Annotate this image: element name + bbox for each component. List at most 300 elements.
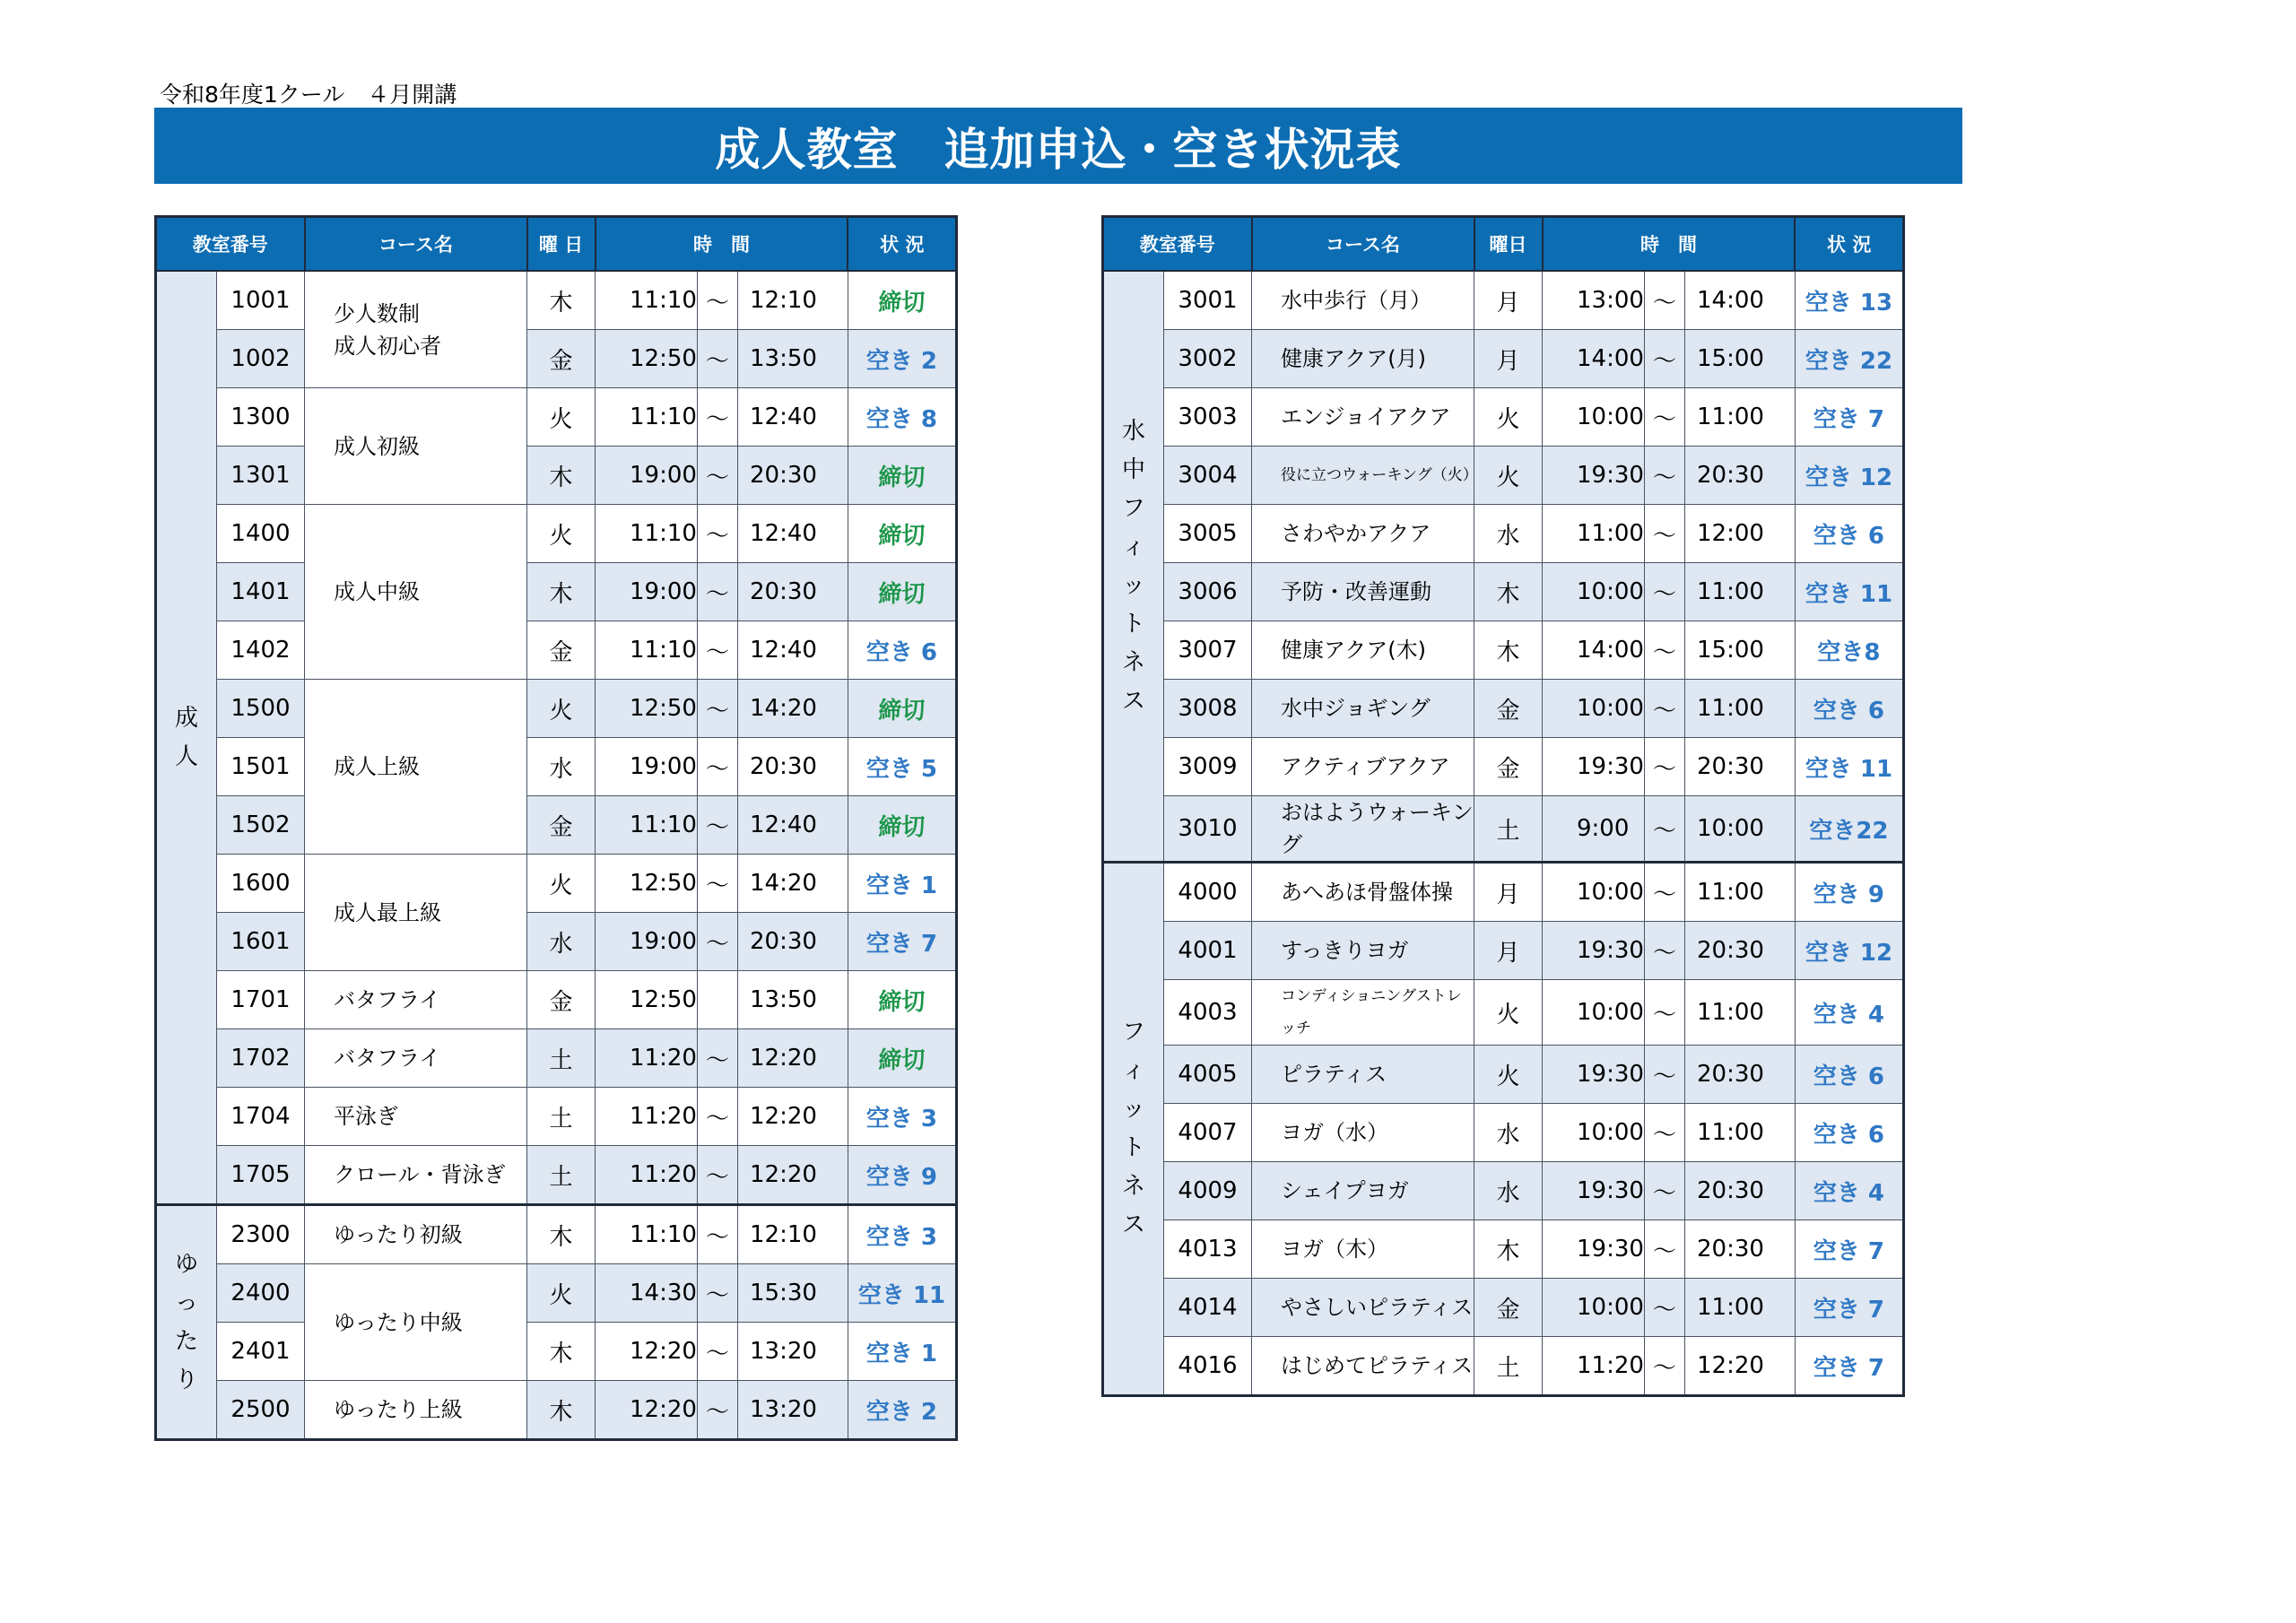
end-time: 11:00 [1684,980,1795,1046]
status-badge: 空き 9 [848,1146,956,1205]
status-badge: 空き 3 [848,1088,956,1146]
start-time: 19:30 [1543,1220,1645,1279]
course-name: 少人数制 成人初心者 [305,271,527,388]
end-time: 13:20 [737,1381,848,1440]
course-name: シェイプヨガ [1252,1162,1474,1220]
day-of-week: 木 [1474,563,1543,621]
time-separator: ～ [1644,1279,1684,1337]
start-time: 11:10 [596,388,698,447]
category-cell [1103,271,1164,863]
day-of-week: 土 [527,1088,596,1146]
day-of-week: 木 [527,1205,596,1264]
end-time: 11:00 [1684,680,1795,738]
day-of-week: 木 [527,1381,596,1440]
time-separator: ～ [1644,738,1684,796]
col-header-day: 曜 日 [527,217,596,272]
class-number: 3006 [1164,563,1252,621]
time-separator: ～ [697,388,737,447]
start-time: 14:00 [1543,330,1645,388]
day-of-week: 木 [1474,621,1543,680]
start-time: 11:20 [596,1146,698,1205]
end-time: 12:20 [737,1088,848,1146]
start-time: 10:00 [1543,1279,1645,1337]
category-label: フ ィ ッ ト ネ ス [1121,1019,1145,1238]
table-row [1103,447,1904,505]
start-time: 11:10 [596,505,698,563]
end-time: 13:50 [737,971,848,1029]
status-badge: 締切 [848,971,956,1029]
day-of-week: 木 [1474,1220,1543,1279]
table-row [156,796,957,855]
time-separator: ～ [697,447,737,505]
table-row [156,738,957,796]
table-header-row [156,217,957,272]
status-badge: 空き 22 [1795,330,1903,388]
day-of-week: 土 [1474,796,1543,863]
status-badge: 空き 7 [1795,388,1903,447]
class-number: 4013 [1164,1220,1252,1279]
day-of-week: 水 [1474,1162,1543,1220]
class-number: 1400 [217,505,305,563]
start-time: 10:00 [1543,388,1645,447]
course-name: ゆったり中級 [305,1264,527,1381]
status-badge: 空き 6 [1795,505,1903,563]
end-time: 12:20 [1684,1337,1795,1396]
category-label: 成 人 [174,704,198,770]
time-separator: ～ [1644,388,1684,447]
end-time: 20:30 [737,913,848,971]
day-of-week: 水 [1474,505,1543,563]
end-time: 12:00 [1684,505,1795,563]
course-name: エンジョイアクア [1252,388,1474,447]
start-time: 11:20 [596,1029,698,1088]
start-time: 10:00 [1543,980,1645,1046]
course-name: 健康アクア(木) [1252,621,1474,680]
start-time: 12:50 [596,330,698,388]
category-cell [1103,863,1164,1396]
time-separator: ～ [1644,1046,1684,1104]
start-time: 12:20 [596,1323,698,1381]
course-name: ゆったり上級 [305,1381,527,1440]
end-time: 20:30 [1684,738,1795,796]
end-time: 20:30 [1684,447,1795,505]
class-number: 1702 [217,1029,305,1088]
course-name: コンディショニングストレッチ [1252,980,1474,1046]
class-number: 2400 [217,1264,305,1323]
start-time: 11:20 [596,1088,698,1146]
status-badge: 空き 9 [1795,863,1903,922]
start-time: 19:00 [596,913,698,971]
start-time: 12:50 [596,855,698,913]
end-time: 20:30 [1684,1220,1795,1279]
table-row [1103,980,1904,1046]
col-header-time: 時 間 [596,217,848,272]
category-cell [156,1205,217,1440]
time-separator: ～ [1644,505,1684,563]
end-time: 12:40 [737,388,848,447]
time-separator [697,971,737,1029]
course-name: ヨガ（木） [1252,1220,1474,1279]
table-row [1103,505,1904,563]
course-name: 成人上級 [305,680,527,855]
status-badge: 空き 8 [848,388,956,447]
start-time: 11:10 [596,271,698,330]
course-name: 予防・改善運動 [1252,563,1474,621]
status-badge: 締切 [848,796,956,855]
end-time: 15:00 [1684,621,1795,680]
day-of-week: 火 [527,1264,596,1323]
start-time: 12:50 [596,971,698,1029]
course-name: 成人中級 [305,505,527,680]
table-row [1103,1337,1904,1396]
time-separator: ～ [697,330,737,388]
class-number: 1500 [217,680,305,738]
table-header-row [1103,217,1904,272]
course-name: アクティブアクア [1252,738,1474,796]
day-of-week: 火 [527,680,596,738]
time-separator: ～ [697,796,737,855]
table-row [1103,271,1904,330]
course-name: はじめてピラティス [1252,1337,1474,1396]
status-badge: 空き 7 [848,913,956,971]
start-time: 10:00 [1543,563,1645,621]
course-name: バタフライ [305,971,527,1029]
course-name: ピラティス [1252,1046,1474,1104]
table-row [1103,621,1904,680]
class-number: 3007 [1164,621,1252,680]
table-row [1103,796,1904,863]
time-separator: ～ [1644,330,1684,388]
day-of-week: 月 [1474,271,1543,330]
course-name: さわやかアクア [1252,505,1474,563]
start-time: 12:50 [596,680,698,738]
time-separator: ～ [1644,796,1684,863]
col-header-status: 状 況 [1795,217,1903,272]
course-name: あへあほ骨盤体操 [1252,863,1474,922]
status-badge: 空き 1 [848,855,956,913]
time-separator: ～ [1644,1104,1684,1162]
day-of-week: 火 [527,505,596,563]
table-row [156,330,957,388]
table-row [1103,1104,1904,1162]
day-of-week: 金 [527,330,596,388]
status-badge: 空き 11 [848,1264,956,1323]
course-name: 水中歩行（月） [1252,271,1474,330]
day-of-week: 水 [1474,1104,1543,1162]
course-name: おはようウォーキング [1252,796,1474,863]
end-time: 12:20 [737,1029,848,1088]
course-name: ヨガ（水） [1252,1104,1474,1162]
table-row [1103,330,1904,388]
class-number: 3009 [1164,738,1252,796]
end-time: 12:10 [737,271,848,330]
day-of-week: 金 [527,971,596,1029]
table-row [156,447,957,505]
table-row [156,505,957,563]
table-row [156,563,957,621]
end-time: 11:00 [1684,563,1795,621]
start-time: 19:00 [596,563,698,621]
time-separator: ～ [1644,621,1684,680]
start-time: 11:10 [596,621,698,680]
day-of-week: 火 [1474,980,1543,1046]
time-separator: ～ [1644,680,1684,738]
time-separator: ～ [1644,1220,1684,1279]
start-time: 19:00 [596,738,698,796]
start-time: 10:00 [1543,1104,1645,1162]
time-separator: ～ [1644,1162,1684,1220]
time-separator: ～ [1644,563,1684,621]
course-name: やさしいピラティス [1252,1279,1474,1337]
end-time: 12:40 [737,796,848,855]
time-separator: ～ [697,1146,737,1205]
class-number: 3004 [1164,447,1252,505]
day-of-week: 金 [527,621,596,680]
table-row [1103,738,1904,796]
status-badge: 空き 6 [848,621,956,680]
day-of-week: 金 [527,796,596,855]
start-time: 19:30 [1543,1046,1645,1104]
status-badge: 空き 12 [1795,447,1903,505]
end-time: 15:00 [1684,330,1795,388]
table-row [156,855,957,913]
table-row [1103,563,1904,621]
table-row [1103,1162,1904,1220]
page-title-banner [154,108,1962,184]
time-separator: ～ [697,505,737,563]
course-name: バタフライ [305,1029,527,1088]
table-row [1103,680,1904,738]
status-badge: 締切 [848,563,956,621]
status-badge: 空き 13 [1795,271,1903,330]
class-number: 4005 [1164,1046,1252,1104]
start-time: 11:10 [596,796,698,855]
table-row [1103,1046,1904,1104]
category-cell [156,271,217,1205]
status-badge: 空き 7 [1795,1220,1903,1279]
status-badge: 空き 1 [848,1323,956,1381]
class-number: 4014 [1164,1279,1252,1337]
fitness-class-table [1101,215,1905,1397]
table-row [1103,1279,1904,1337]
time-separator: ～ [697,738,737,796]
day-of-week: 土 [527,1029,596,1088]
end-time: 15:30 [737,1264,848,1323]
day-of-week: 金 [1474,680,1543,738]
table-row [156,621,957,680]
class-number: 1402 [217,621,305,680]
day-of-week: 土 [527,1146,596,1205]
class-number: 2500 [217,1381,305,1440]
status-badge: 締切 [848,505,956,563]
table-row [1103,388,1904,447]
day-of-week: 火 [1474,447,1543,505]
table-row [156,1088,957,1146]
time-separator: ～ [697,1029,737,1088]
time-separator: ～ [697,1323,737,1381]
course-name: 水中ジョギング [1252,680,1474,738]
status-badge: 締切 [848,680,956,738]
time-separator: ～ [697,913,737,971]
start-time: 14:00 [1543,621,1645,680]
class-number: 1002 [217,330,305,388]
time-separator: ～ [1644,447,1684,505]
day-of-week: 金 [1474,738,1543,796]
class-number: 4000 [1164,863,1252,922]
end-time: 20:30 [737,738,848,796]
class-number: 4007 [1164,1104,1252,1162]
end-time: 11:00 [1684,1104,1795,1162]
class-number: 2401 [217,1323,305,1381]
class-number: 1705 [217,1146,305,1205]
end-time: 12:20 [737,1146,848,1205]
col-header-number: 教室番号 [156,217,305,272]
start-time: 9:00 [1543,796,1645,863]
start-time: 11:00 [1543,505,1645,563]
status-badge: 空き 2 [848,1381,956,1440]
time-separator: ～ [697,1264,737,1323]
time-separator: ～ [697,621,737,680]
status-badge: 空き 7 [1795,1279,1903,1337]
table-row [156,271,957,330]
time-separator: ～ [697,563,737,621]
start-time: 13:00 [1543,271,1645,330]
class-number: 2300 [217,1205,305,1264]
end-time: 20:30 [1684,1162,1795,1220]
status-badge: 空き 6 [1795,680,1903,738]
class-number: 1600 [217,855,305,913]
col-header-course: コース名 [1252,217,1474,272]
status-badge: 締切 [848,271,956,330]
time-separator: ～ [1644,1337,1684,1396]
day-of-week: 木 [527,1323,596,1381]
start-time: 19:30 [1543,447,1645,505]
end-time: 20:30 [1684,1046,1795,1104]
day-of-week: 金 [1474,1279,1543,1337]
class-number: 1701 [217,971,305,1029]
class-number: 3003 [1164,388,1252,447]
col-header-course: コース名 [305,217,527,272]
table-row [156,1264,957,1323]
table-row [1103,863,1904,922]
time-separator: ～ [697,680,737,738]
course-name: 成人最上級 [305,855,527,971]
time-separator: ～ [697,1205,737,1264]
end-time: 14:20 [737,855,848,913]
day-of-week: 木 [527,563,596,621]
day-of-week: 月 [1474,330,1543,388]
end-time: 12:40 [737,621,848,680]
table-row [1103,1220,1904,1279]
status-badge: 空き 7 [1795,1337,1903,1396]
end-time: 14:20 [737,680,848,738]
table-row [156,971,957,1029]
end-time: 11:00 [1684,388,1795,447]
status-badge: 空き 11 [1795,738,1903,796]
status-badge: 締切 [848,1029,956,1088]
class-number: 1502 [217,796,305,855]
end-time: 13:50 [737,330,848,388]
table-row [156,1323,957,1381]
class-number: 4016 [1164,1337,1252,1396]
class-number: 4003 [1164,980,1252,1046]
day-of-week: 水 [527,738,596,796]
end-time: 14:00 [1684,271,1795,330]
start-time: 11:10 [596,1205,698,1264]
adult-class-table [154,215,958,1441]
class-number: 1001 [217,271,305,330]
status-badge: 空き 6 [1795,1046,1903,1104]
class-number: 1501 [217,738,305,796]
time-separator: ～ [697,1088,737,1146]
table-row [156,680,957,738]
class-number: 3010 [1164,796,1252,863]
time-separator: ～ [697,855,737,913]
table-row [156,388,957,447]
class-number: 3008 [1164,680,1252,738]
class-number: 1601 [217,913,305,971]
table-row [156,913,957,971]
status-badge: 空き8 [1795,621,1903,680]
status-badge: 空き 4 [1795,1162,1903,1220]
time-separator: ～ [1644,863,1684,922]
day-of-week: 月 [1474,922,1543,980]
status-badge: 空き 12 [1795,922,1903,980]
category-label: 水 中 フ ィ ッ ト ネ ス [1121,417,1145,715]
day-of-week: 火 [527,388,596,447]
day-of-week: 月 [1474,863,1543,922]
end-time: 20:30 [737,447,848,505]
end-time: 20:30 [1684,922,1795,980]
end-time: 11:00 [1684,863,1795,922]
col-header-number: 教室番号 [1103,217,1252,272]
table-row [156,1205,957,1264]
day-of-week: 火 [1474,1046,1543,1104]
status-badge: 空き 4 [1795,980,1903,1046]
course-name: 健康アクア(月) [1252,330,1474,388]
end-time: 12:10 [737,1205,848,1264]
start-time: 19:30 [1543,922,1645,980]
course-name: ゆったり初級 [305,1205,527,1264]
end-time: 10:00 [1684,796,1795,863]
class-number: 3002 [1164,330,1252,388]
status-badge: 空き 2 [848,330,956,388]
col-header-time: 時 間 [1543,217,1796,272]
day-of-week: 火 [1474,388,1543,447]
table-row [156,1381,957,1440]
day-of-week: 火 [527,855,596,913]
course-name: すっきりヨガ [1252,922,1474,980]
class-number: 1401 [217,563,305,621]
start-time: 19:30 [1543,1162,1645,1220]
end-time: 13:20 [737,1323,848,1381]
status-badge: 締切 [848,447,956,505]
status-badge: 空き 6 [1795,1104,1903,1162]
table-row [1103,922,1904,980]
time-separator: ～ [697,271,737,330]
class-number: 1301 [217,447,305,505]
start-time: 10:00 [1543,680,1645,738]
status-badge: 空き 5 [848,738,956,796]
start-time: 14:30 [596,1264,698,1323]
table-row [156,1146,957,1205]
term-subtitle: 令和8年度1クール ４月開講 [160,82,457,108]
course-name: クロール・背泳ぎ [305,1146,527,1205]
category-label: ゆ っ た り [174,1250,198,1393]
col-header-day: 曜日 [1474,217,1543,272]
end-time: 12:40 [737,505,848,563]
course-name: 成人初級 [305,388,527,505]
